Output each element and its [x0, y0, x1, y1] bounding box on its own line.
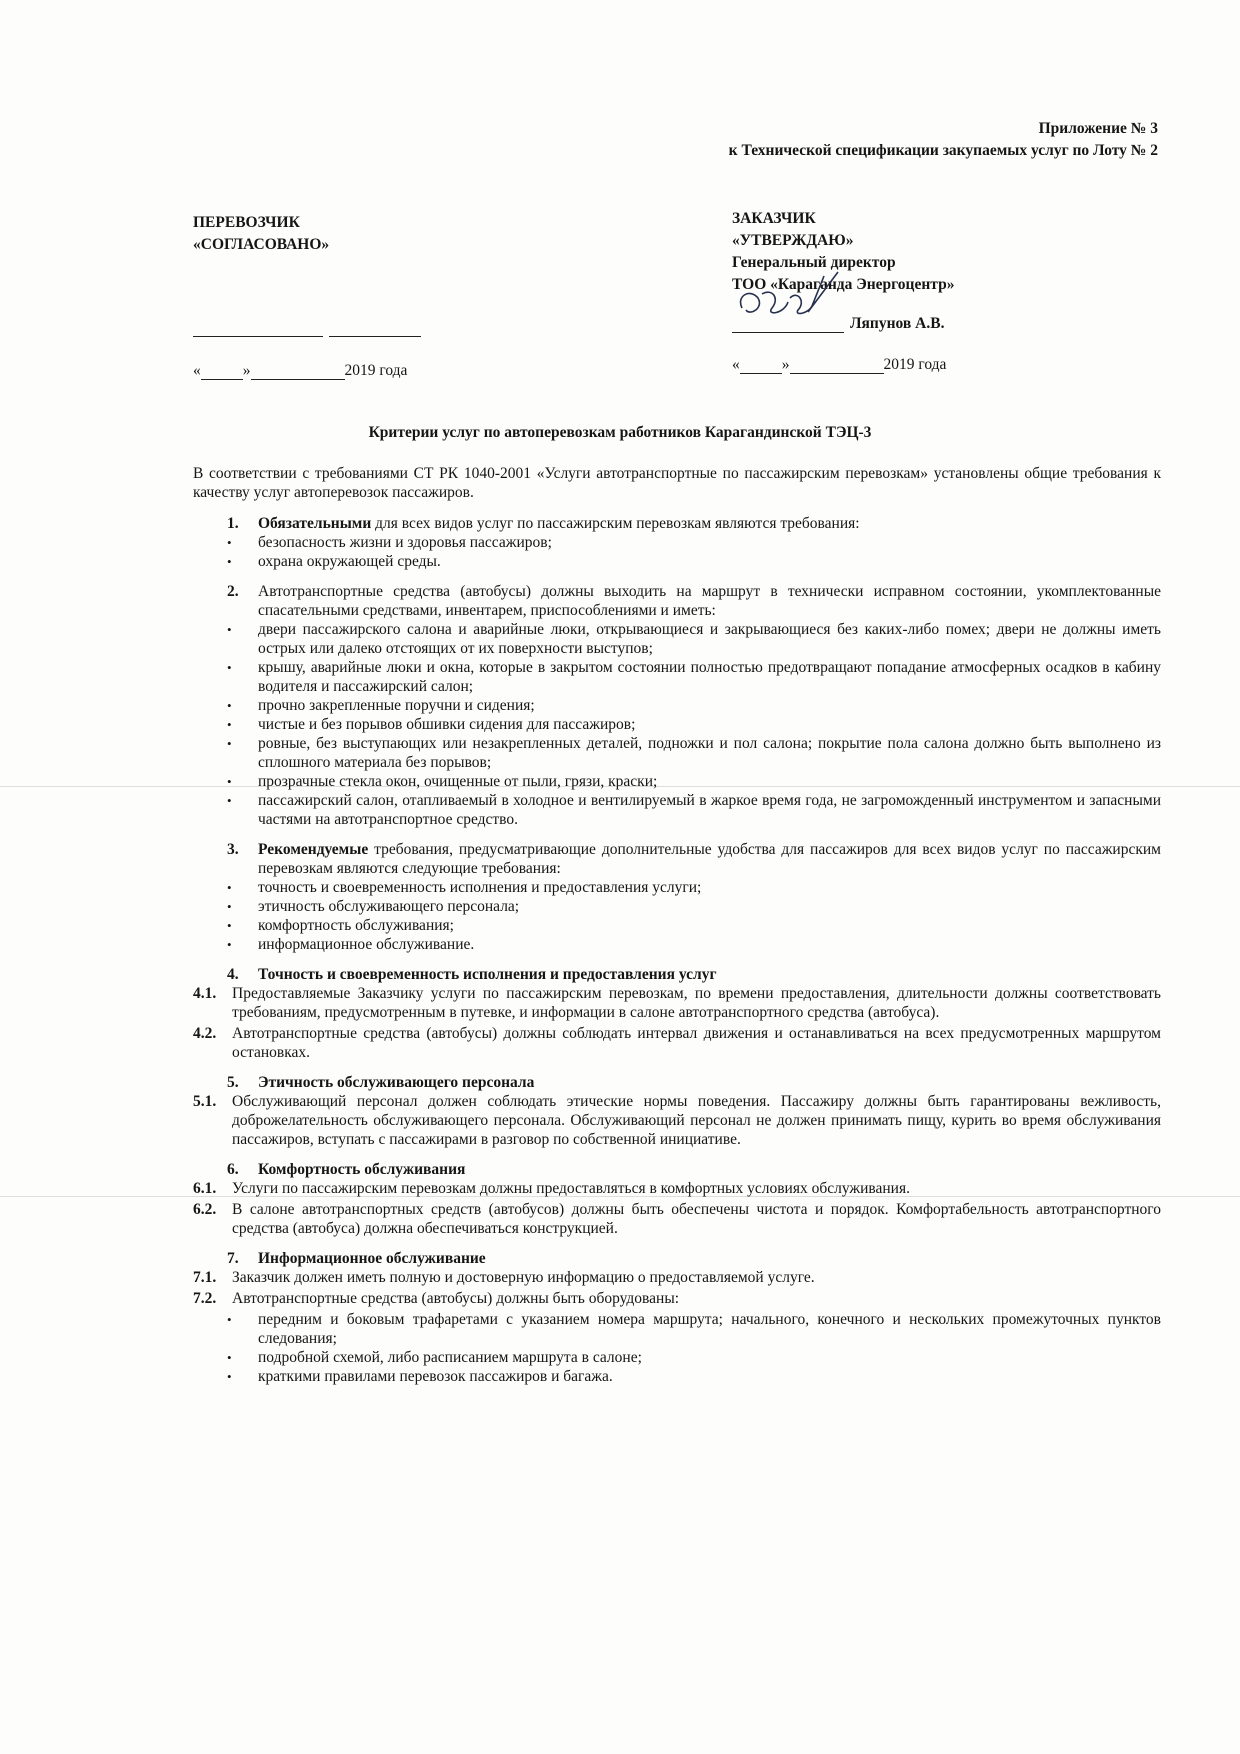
list-item: • передним и боковым трафаретами с указанием номера маршрута; начального, конечного и нескольких промежуточных пунктов следования;	[227, 1310, 1161, 1348]
section-5: 5. Этичность обслуживающего персонала 5.1. Обслуживающий персонал должен соблюдать этические нормы поведения. Пассажиру должны быть гарантированы вежливость, доброжелательность обслуживающего персонала. Обслуживающий персонал не должен принимать пищу, курить во время обслуживания пассажиров, вступать с пассажирами в разговор по собственной инициативе.	[193, 1074, 1161, 1148]
customer-company: ТОО «Караганда Энергоцентр»	[732, 276, 955, 293]
list-item: • подробной схемой, либо расписанием маршрута в салоне;	[227, 1348, 1161, 1367]
appendix-number: Приложение № 3	[1038, 120, 1158, 137]
list-item: • безопасность жизни и здоровья пассажиров;	[227, 533, 1161, 552]
list-item: 4.1. Предоставляемые Заказчику услуги по пассажирским перевозкам, по времени предоставления, длительности должны соответствовать требованиям, предусмотренным в путевке, и информации в салоне автотранспортного средства (автобуса).	[193, 985, 1161, 1021]
section-4: 4. Точность и своевременность исполнения и предоставления услуг 4.1. Предоставляемые Заказчику услуги по пассажирским перевозкам, по времени предоставления, длительности должны соответствовать требованиям, предусмотренным в путевке, и информации в салоне автотранспортного средства (автобуса). 4.2. Автотранспортные средства (автобусы) должны соблюдать интервал движения и останавливаться на всех предусмотренных маршрутом остановках.	[193, 966, 1161, 1061]
list-item: • краткими правилами перевозок пассажиров и багажа.	[227, 1367, 1161, 1386]
customer-date: « » 2019 года	[732, 356, 947, 373]
list-item: • чистые и без порывов обшивки сидения для пассажиров;	[227, 715, 1161, 734]
intro-paragraph: В соответствии с требованиями СТ РК 1040-2001 «Услуги автотранспортные по пассажирским перевозкам» установлены общие требования к качеству услуг автоперевозок пассажиров.	[193, 465, 1161, 501]
document-title: Критерии услуг по автоперевозкам работников Карагандинской ТЭЦ-3	[368, 424, 872, 441]
list-item: 6.1. Услуги по пассажирским перевозкам должны предоставляться в комфортных условиях обслуживания.	[193, 1180, 910, 1197]
carrier-title: ПЕРЕВОЗЧИК	[193, 214, 300, 231]
list-item: • двери пассажирского салона и аварийные люки, открывающиеся и закрывающиеся без каких-либо помех; двери не должны иметь острых или далеко отстоящих от их поверхности выступов;	[227, 620, 1161, 658]
carrier-block	[193, 212, 329, 256]
section-1: 1. Обязательными для всех видов услуг по пассажирским перевозкам являются требования: • безопасность жизни и здоровья пассажиров; • охрана окружающей среды.	[193, 514, 1161, 571]
scan-fold-line	[0, 786, 1240, 787]
list-item: • пассажирский салон, отапливаемый в холодное и вентилируемый в жаркое время года, не загроможденный инструментом и запасными частями на автотранспортное средство.	[227, 791, 1161, 829]
customer-approval: «УТВЕРЖДАЮ»	[732, 232, 854, 249]
list-item: 5.1. Обслуживающий персонал должен соблюдать этические нормы поведения. Пассажиру должны быть гарантированы вежливость, доброжелательность обслуживающего персонала. Обслуживающий персонал не должен принимать пищу, курить во время обслуживания пассажиров, вступать с пассажирами в разговор по собственной инициативе.	[193, 1093, 1161, 1148]
section-6: 6. Комфортность обслуживания 6.1. Услуги по пассажирским перевозкам должны предоставляться в комфортных условиях обслуживания. 6.2. В салоне автотранспортных средств (автобусов) должны быть обеспечены чистота и порядок. Комфортабельность автотранспортного средства (автобуса) должна обеспечиваться конструкцией.	[193, 1161, 1161, 1237]
appendix-reference: к Технической спецификации закупаемых услуг по Лоту № 2	[728, 142, 1158, 159]
carrier-approval: «СОГЛАСОВАНО»	[193, 236, 330, 253]
carrier-signature-line	[193, 336, 421, 337]
customer-signer: Ляпунов А.В.	[732, 314, 944, 333]
carrier-date: « » 2019 года	[193, 362, 408, 379]
customer-title: ЗАКАЗЧИК	[732, 210, 816, 227]
list-item: 6.2. В салоне автотранспортных средств (автобусов) должны быть обеспечены чистота и порядок. Комфортабельность автотранспортного средства (автобуса) должна обеспечиваться конструкцией.	[193, 1201, 1161, 1237]
list-item: 4.2. Автотранспортные средства (автобусы) должны соблюдать интервал движения и останавливаться на всех предусмотренных маршрутом остановках.	[193, 1025, 1161, 1061]
list-item: 7.1. Заказчик должен иметь полную и достоверную информацию о предоставляемой услуге.	[193, 1269, 815, 1286]
appendix-header	[729, 118, 1158, 162]
list-item: 7.2. Автотранспортные средства (автобусы) должны быть оборудованы:	[193, 1290, 680, 1307]
list-item: • прозрачные стекла окон, очищенные от пыли, грязи, краски;	[227, 772, 1161, 791]
section-2: 2. Автотранспортные средства (автобусы) должны выходить на маршрут в технически исправном состоянии, укомплектованные спасательными средствами, инвентарем, приспособлениями и иметь: • двери пассажирского салона и аварийные люки, открывающиеся и закрывающиеся без каких-либо помех; двери не должны иметь острых или далеко отстоящих от их поверхности выступов; • крышу, аварийные люки и окна, которые в закрытом состоянии полностью предотвращают попадание атмосферных осадков в кабину водителя и пассажирский салон; • прочно закрепленные поручни и сидения; • чистые и без порывов обшивки сидения для пассажиров; • ровные, без выступающих или незакрепленных деталей, подножки и пол салона; покрытие пола салона должно быть выполнено из сплошного материала без порывов; • прозрачные стекла окон, очищенные от пыли, грязи, краски; • пассажирский салон, отапливаемый в холодное и вентилируемый в жаркое время года, не загроможденный инструментом и запасными частями на автотранспортное средство.	[193, 582, 1161, 829]
document-body	[193, 464, 1161, 1397]
list-item: • комфортность обслуживания;	[227, 916, 1161, 935]
list-item: • охрана окружающей среды.	[227, 552, 1161, 571]
scan-fold-line	[0, 1196, 1240, 1197]
list-item: • точность и своевременность исполнения и предоставления услуги;	[227, 878, 1161, 897]
list-item: • прочно закрепленные поручни и сидения;	[227, 696, 1161, 715]
list-item: • крышу, аварийные люки и окна, которые в закрытом состоянии полностью предотвращают попадание атмосферных осадков в кабину водителя и пассажирский салон;	[227, 658, 1161, 696]
list-item: • информационное обслуживание.	[227, 935, 1161, 954]
list-item: • этичность обслуживающего персонала;	[227, 897, 1161, 916]
list-item: • ровные, без выступающих или незакрепленных деталей, подножки и пол салона; покрытие пола салона должно быть выполнено из сплошного материала без порывов;	[227, 734, 1161, 772]
section-7: 7. Информационное обслуживание 7.1. Заказчик должен иметь полную и достоверную информацию о предоставляемой услуге. 7.2. Автотранспортные средства (автобусы) должны быть оборудованы: • передним и боковым трафаретами с указанием номера маршрута; начального, конечного и нескольких промежуточных пунктов следования; • подробной схемой, либо расписанием маршрута в салоне; • краткими правилами перевозок пассажиров и багажа.	[193, 1249, 1161, 1386]
section-3: 3. Рекомендуемые требования, предусматривающие дополнительные удобства для пассажиров для всех видов услуг по пассажирским перевозкам являются следующие требования: • точность и своевременность исполнения и предоставления услуги; • этичность обслуживающего персонала; • комфортность обслуживания; • информационное обслуживание.	[193, 840, 1161, 954]
customer-position: Генеральный директор	[732, 254, 896, 271]
